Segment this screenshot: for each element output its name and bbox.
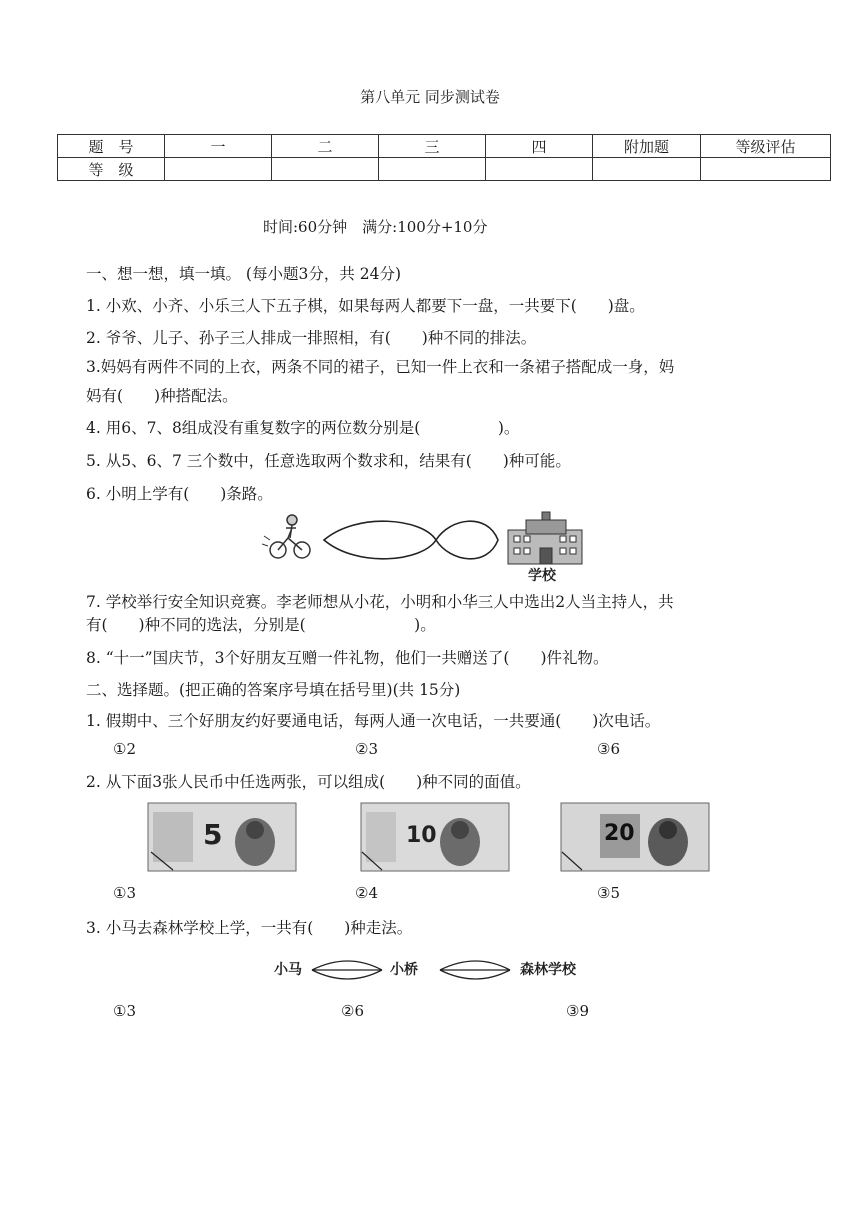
option-1[interactable]: ①3	[113, 1002, 136, 1020]
question-1-6: 6. 小明上学有( )条路。	[86, 485, 273, 503]
score-table-header-row	[58, 135, 831, 158]
score-table	[57, 134, 831, 181]
cyclist-icon	[262, 515, 310, 558]
route-drawing	[262, 510, 602, 585]
question-2-3: 3. 小马去森林学校上学，一共有( )种走法。	[86, 919, 413, 937]
table-cell: 一	[165, 135, 272, 158]
route-curve	[324, 521, 498, 559]
question-1-2: 2. 爷爷、儿子、孙子三人排成一排照相，有( )种不同的排法。	[86, 329, 537, 347]
option-1[interactable]: ①3	[113, 884, 136, 902]
table-cell: 四	[486, 135, 593, 158]
grade-input-cell[interactable]	[165, 158, 272, 181]
time-info: 时间:60分钟 满分:100分+10分	[263, 218, 488, 236]
question-1-8: 8. “十一”国庆节，3个好朋友互赠一件礼物，他们一共赠送了( )件礼物。	[86, 649, 609, 667]
table-cell: 等级评估	[701, 135, 831, 158]
question-1-1: 1. 小欢、小齐、小乐三人下五子棋，如果每两人都要下一盘，一共要下( )盘。	[86, 297, 645, 315]
school-label: 学校	[528, 568, 556, 584]
option-2[interactable]: ②4	[355, 884, 378, 902]
node-school: 森林学校	[520, 962, 576, 978]
path-line	[440, 961, 510, 970]
option-2[interactable]: ②6	[341, 1002, 364, 1020]
question-1-7-line1: 7. 学校举行安全知识竞赛。李老师想从小花，小明和小华三人中选出2人当主持人，共	[86, 593, 674, 611]
option-3[interactable]: ③6	[597, 740, 620, 758]
question-1-3-line1: 3.妈妈有两件不同的上衣，两条不同的裙子，已知一件上衣和一条裙子搭配成一身，妈	[86, 358, 675, 376]
question-2-1: 1. 假期中、三个好朋友约好要通电话，每两人通一次电话，一共要通( )次电话。	[86, 712, 661, 730]
path-line	[312, 970, 382, 979]
table-cell: 题 号	[58, 135, 165, 158]
node-bridge: 小桥	[390, 962, 418, 978]
table-cell: 二	[272, 135, 379, 158]
banknote-20-image	[560, 802, 710, 872]
option-3[interactable]: ③5	[597, 884, 620, 902]
question-1-3-line2: 妈有( )种搭配法。	[86, 387, 238, 405]
path-line	[440, 970, 510, 979]
banknote-value: 10	[406, 823, 437, 848]
question-1-5: 5. 从5、6、7 三个数中，任意选取两个数求和，结果有( )种可能。	[86, 452, 571, 470]
banknote-value: 20	[604, 821, 635, 846]
option-2[interactable]: ②3	[355, 740, 378, 758]
node-start: 小马	[274, 962, 302, 978]
section2-heading: 二、选择题。(把正确的答案序号填在括号里)(共 15分)	[86, 681, 461, 699]
section1-heading: 一、想一想，填一填。 (每小题3分，共 24分)	[86, 265, 402, 283]
grade-input-cell[interactable]	[593, 158, 701, 181]
question-2-2: 2. 从下面3张人民币中任选两张，可以组成( )种不同的面值。	[86, 773, 531, 791]
table-cell: 等 级	[58, 158, 165, 181]
banknote-5-image	[147, 802, 297, 872]
path-line	[312, 961, 382, 970]
question-1-7-line2: 有( )种不同的选法，分别是( )。	[86, 616, 436, 634]
banknote-10-image	[360, 802, 510, 872]
grade-input-cell[interactable]	[272, 158, 379, 181]
option-1[interactable]: ①2	[113, 740, 136, 758]
grade-input-cell[interactable]	[486, 158, 593, 181]
grade-input-cell[interactable]	[701, 158, 831, 181]
route-illustration	[262, 510, 602, 585]
page-title: 第八单元 同步测试卷	[360, 88, 500, 106]
question-1-4: 4. 用6、7、8组成没有重复数字的两位数分别是( )。	[86, 419, 520, 437]
school-building-icon	[508, 512, 582, 564]
option-3[interactable]: ③9	[566, 1002, 589, 1020]
table-cell: 附加题	[593, 135, 701, 158]
path-diagram	[270, 950, 620, 990]
score-table-grade-row	[58, 158, 831, 181]
table-cell: 三	[379, 135, 486, 158]
banknote-value: 5	[203, 818, 223, 851]
grade-input-cell[interactable]	[379, 158, 486, 181]
